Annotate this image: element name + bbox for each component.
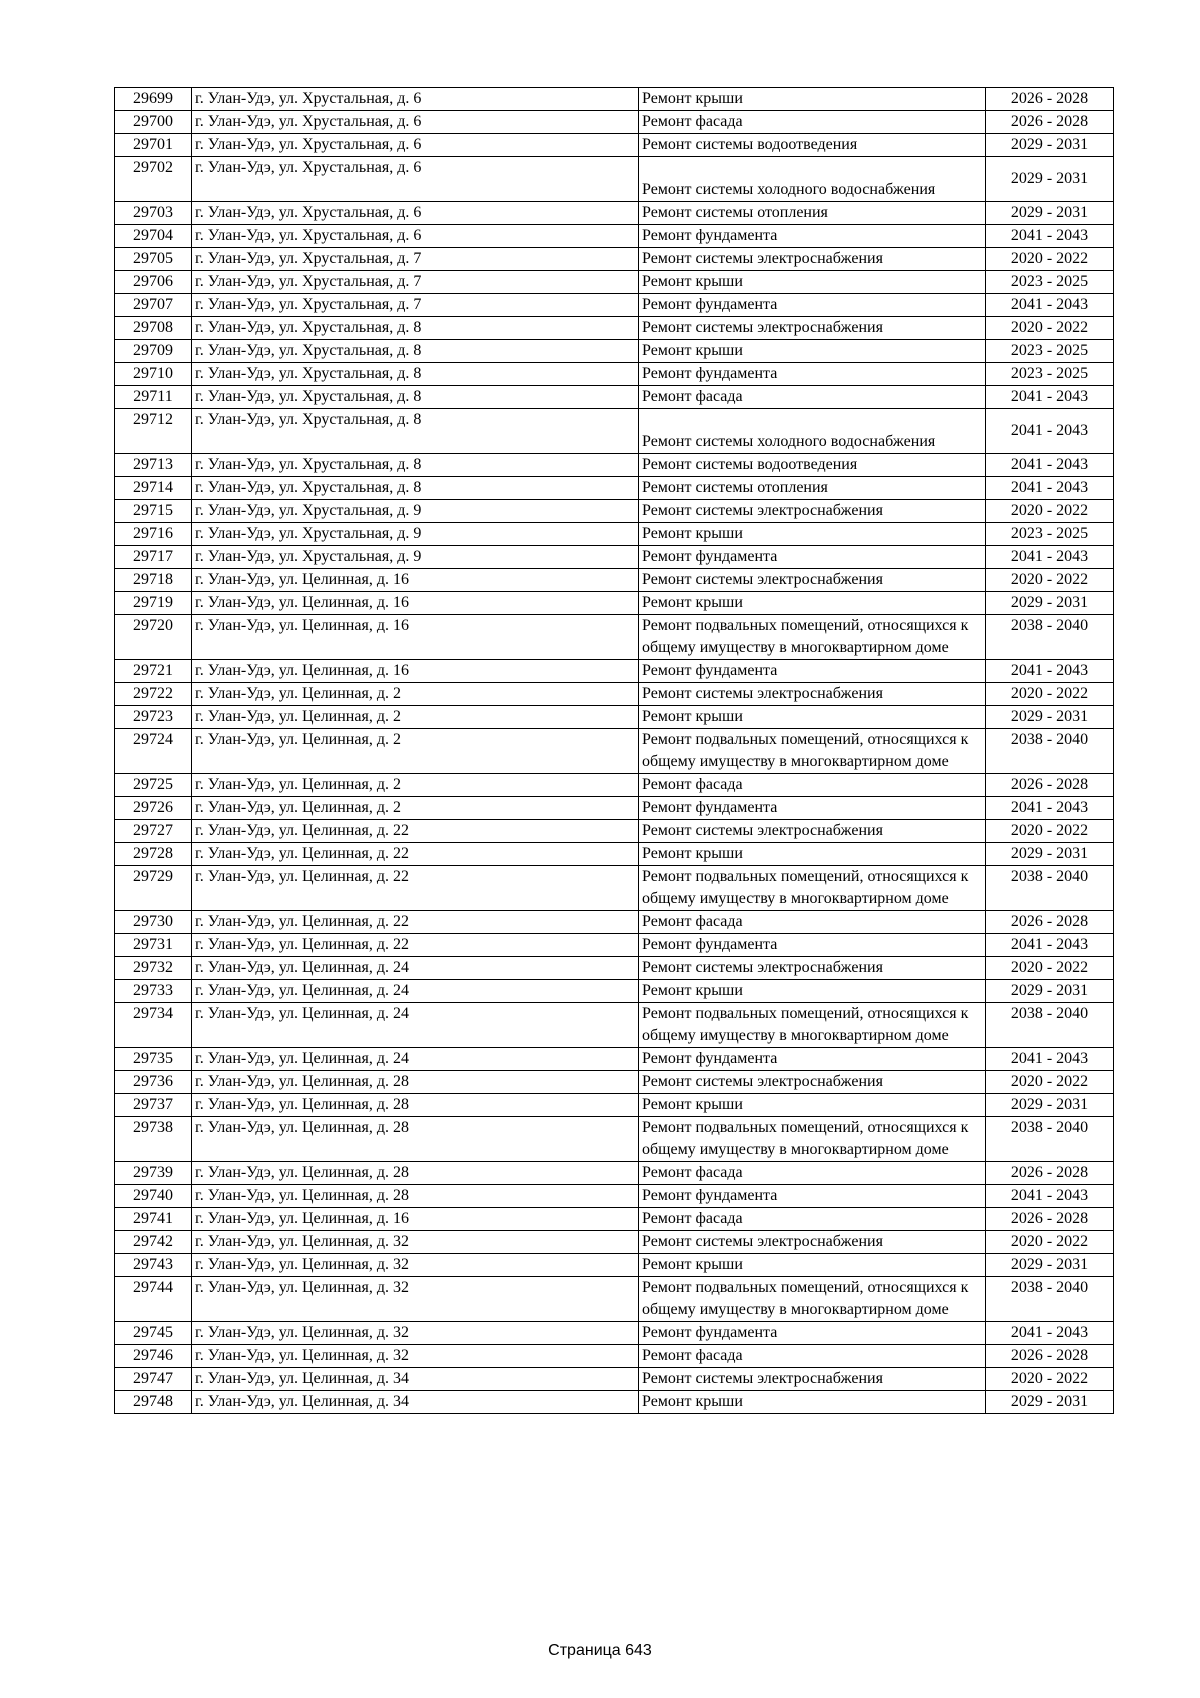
period-cell: 2041 - 2043 xyxy=(986,1185,1114,1208)
period-cell: 2023 - 2025 xyxy=(986,271,1114,294)
row-number-cell: 29748 xyxy=(115,1391,192,1414)
address-cell: г. Улан-Удэ, ул. Целинная, д. 28 xyxy=(192,1071,639,1094)
period-cell: 2023 - 2025 xyxy=(986,523,1114,546)
row-number-cell: 29712 xyxy=(115,409,192,454)
table-row xyxy=(115,1254,1114,1277)
address-cell: г. Улан-Удэ, ул. Целинная, д. 34 xyxy=(192,1391,639,1414)
row-number-cell: 29699 xyxy=(115,88,192,111)
address-cell: г. Улан-Удэ, ул. Хрустальная, д. 8 xyxy=(192,386,639,409)
address-cell: г. Улан-Удэ, ул. Целинная, д. 22 xyxy=(192,820,639,843)
work-type-cell: Ремонт фундамента xyxy=(639,1322,986,1345)
row-number-cell: 29719 xyxy=(115,592,192,615)
work-type-cell: Ремонт фундамента xyxy=(639,934,986,957)
work-type-cell: Ремонт крыши xyxy=(639,980,986,1003)
table-row xyxy=(115,1094,1114,1117)
row-number-cell: 29732 xyxy=(115,957,192,980)
work-type-cell: Ремонт системы электроснабжения xyxy=(639,1368,986,1391)
work-type-cell: Ремонт крыши xyxy=(639,843,986,866)
period-cell: 2041 - 2043 xyxy=(986,546,1114,569)
row-number-cell: 29736 xyxy=(115,1071,192,1094)
work-type-cell: Ремонт системы отопления xyxy=(639,202,986,225)
row-number-cell: 29702 xyxy=(115,157,192,202)
table-row xyxy=(115,500,1114,523)
address-cell: г. Улан-Удэ, ул. Целинная, д. 16 xyxy=(192,592,639,615)
page-number: Страница 643 xyxy=(548,1642,652,1659)
period-cell: 2029 - 2031 xyxy=(986,592,1114,615)
row-number-cell: 29715 xyxy=(115,500,192,523)
table-row xyxy=(115,477,1114,500)
address-cell: г. Улан-Удэ, ул. Целинная, д. 22 xyxy=(192,934,639,957)
period-cell: 2041 - 2043 xyxy=(986,1322,1114,1345)
row-number-cell: 29707 xyxy=(115,294,192,317)
row-number-cell: 29716 xyxy=(115,523,192,546)
work-type-cell: Ремонт фундамента xyxy=(639,546,986,569)
address-cell: г. Улан-Удэ, ул. Хрустальная, д. 6 xyxy=(192,157,639,202)
row-number-cell: 29703 xyxy=(115,202,192,225)
address-cell: г. Улан-Удэ, ул. Целинная, д. 2 xyxy=(192,774,639,797)
work-type-cell: Ремонт крыши xyxy=(639,706,986,729)
period-cell: 2023 - 2025 xyxy=(986,363,1114,386)
row-number-cell: 29739 xyxy=(115,1162,192,1185)
period-cell: 2041 - 2043 xyxy=(986,454,1114,477)
row-number-cell: 29747 xyxy=(115,1368,192,1391)
work-type-cell: Ремонт фундамента xyxy=(639,797,986,820)
address-cell: г. Улан-Удэ, ул. Хрустальная, д. 8 xyxy=(192,363,639,386)
row-number-cell: 29730 xyxy=(115,911,192,934)
work-type-cell: Ремонт системы электроснабжения xyxy=(639,683,986,706)
address-cell: г. Улан-Удэ, ул. Целинная, д. 2 xyxy=(192,729,639,774)
address-cell: г. Улан-Удэ, ул. Целинная, д. 32 xyxy=(192,1231,639,1254)
work-type-cell: Ремонт фасада xyxy=(639,911,986,934)
row-number-cell: 29741 xyxy=(115,1208,192,1231)
period-cell: 2041 - 2043 xyxy=(986,660,1114,683)
period-cell: 2038 - 2040 xyxy=(986,866,1114,911)
address-cell: г. Улан-Удэ, ул. Целинная, д. 32 xyxy=(192,1277,639,1322)
work-type-cell: Ремонт крыши xyxy=(639,1094,986,1117)
work-type-cell: Ремонт подвальных помещений, относящихся к общему имуществу в многоквартирном доме xyxy=(639,1277,986,1322)
work-type-cell: Ремонт системы электроснабжения xyxy=(639,1071,986,1094)
work-type-cell: Ремонт подвальных помещений, относящихся к общему имуществу в многоквартирном доме xyxy=(639,1003,986,1048)
period-cell: 2026 - 2028 xyxy=(986,88,1114,111)
table-row xyxy=(115,1277,1114,1322)
table-row xyxy=(115,1322,1114,1345)
row-number-cell: 29700 xyxy=(115,111,192,134)
address-cell: г. Улан-Удэ, ул. Хрустальная, д. 8 xyxy=(192,409,639,454)
row-number-cell: 29740 xyxy=(115,1185,192,1208)
work-type-cell: Ремонт системы холодного водоснабжения xyxy=(639,157,986,202)
table-row xyxy=(115,294,1114,317)
table-row xyxy=(115,1368,1114,1391)
table-row xyxy=(115,1162,1114,1185)
work-type-cell: Ремонт фасада xyxy=(639,1345,986,1368)
table-row xyxy=(115,569,1114,592)
period-cell: 2026 - 2028 xyxy=(986,1345,1114,1368)
address-cell: г. Улан-Удэ, ул. Хрустальная, д. 6 xyxy=(192,134,639,157)
address-cell: г. Улан-Удэ, ул. Целинная, д. 28 xyxy=(192,1162,639,1185)
address-cell: г. Улан-Удэ, ул. Целинная, д. 32 xyxy=(192,1322,639,1345)
work-type-cell: Ремонт фундамента xyxy=(639,363,986,386)
table-row xyxy=(115,454,1114,477)
row-number-cell: 29718 xyxy=(115,569,192,592)
row-number-cell: 29726 xyxy=(115,797,192,820)
row-number-cell: 29728 xyxy=(115,843,192,866)
address-cell: г. Улан-Удэ, ул. Хрустальная, д. 6 xyxy=(192,111,639,134)
row-number-cell: 29714 xyxy=(115,477,192,500)
work-type-cell: Ремонт фундамента xyxy=(639,660,986,683)
works-table xyxy=(114,87,1114,1414)
period-cell: 2020 - 2022 xyxy=(986,1231,1114,1254)
work-type-cell: Ремонт крыши xyxy=(639,1254,986,1277)
address-cell: г. Улан-Удэ, ул. Хрустальная, д. 8 xyxy=(192,454,639,477)
work-type-cell: Ремонт системы отопления xyxy=(639,477,986,500)
work-type-cell: Ремонт фундамента xyxy=(639,294,986,317)
period-cell: 2041 - 2043 xyxy=(986,797,1114,820)
table-row xyxy=(115,843,1114,866)
address-cell: г. Улан-Удэ, ул. Целинная, д. 28 xyxy=(192,1185,639,1208)
table-row xyxy=(115,363,1114,386)
table-row xyxy=(115,774,1114,797)
row-number-cell: 29746 xyxy=(115,1345,192,1368)
table-row xyxy=(115,271,1114,294)
table-row xyxy=(115,957,1114,980)
period-cell: 2041 - 2043 xyxy=(986,386,1114,409)
table-row xyxy=(115,111,1114,134)
row-number-cell: 29722 xyxy=(115,683,192,706)
works-table-body xyxy=(115,88,1114,1414)
row-number-cell: 29705 xyxy=(115,248,192,271)
table-row xyxy=(115,248,1114,271)
row-number-cell: 29717 xyxy=(115,546,192,569)
work-type-cell: Ремонт фасада xyxy=(639,1162,986,1185)
row-number-cell: 29742 xyxy=(115,1231,192,1254)
period-cell: 2029 - 2031 xyxy=(986,706,1114,729)
work-type-cell: Ремонт системы электроснабжения xyxy=(639,569,986,592)
period-cell: 2029 - 2031 xyxy=(986,1094,1114,1117)
address-cell: г. Улан-Удэ, ул. Целинная, д. 2 xyxy=(192,683,639,706)
address-cell: г. Улан-Удэ, ул. Целинная, д. 24 xyxy=(192,1003,639,1048)
period-cell: 2038 - 2040 xyxy=(986,1003,1114,1048)
table-row xyxy=(115,1003,1114,1048)
work-type-cell: Ремонт системы электроснабжения xyxy=(639,820,986,843)
row-number-cell: 29745 xyxy=(115,1322,192,1345)
table-row xyxy=(115,546,1114,569)
address-cell: г. Улан-Удэ, ул. Целинная, д. 22 xyxy=(192,866,639,911)
work-type-cell: Ремонт подвальных помещений, относящихся к общему имуществу в многоквартирном доме xyxy=(639,729,986,774)
period-cell: 2041 - 2043 xyxy=(986,477,1114,500)
table-row xyxy=(115,1117,1114,1162)
table-row xyxy=(115,729,1114,774)
address-cell: г. Улан-Удэ, ул. Хрустальная, д. 7 xyxy=(192,248,639,271)
address-cell: г. Улан-Удэ, ул. Целинная, д. 34 xyxy=(192,1368,639,1391)
row-number-cell: 29724 xyxy=(115,729,192,774)
table-row xyxy=(115,1345,1114,1368)
period-cell: 2038 - 2040 xyxy=(986,729,1114,774)
row-number-cell: 29710 xyxy=(115,363,192,386)
table-row xyxy=(115,866,1114,911)
period-cell: 2020 - 2022 xyxy=(986,1071,1114,1094)
row-number-cell: 29744 xyxy=(115,1277,192,1322)
table-row xyxy=(115,706,1114,729)
address-cell: г. Улан-Удэ, ул. Целинная, д. 32 xyxy=(192,1254,639,1277)
works-table-container xyxy=(114,87,1114,1414)
work-type-cell: Ремонт фасада xyxy=(639,111,986,134)
period-cell: 2020 - 2022 xyxy=(986,500,1114,523)
row-number-cell: 29723 xyxy=(115,706,192,729)
work-type-cell: Ремонт подвальных помещений, относящихся к общему имуществу в многоквартирном доме xyxy=(639,1117,986,1162)
address-cell: г. Улан-Удэ, ул. Хрустальная, д. 7 xyxy=(192,271,639,294)
period-cell: 2041 - 2043 xyxy=(986,934,1114,957)
period-cell: 2026 - 2028 xyxy=(986,1208,1114,1231)
table-row xyxy=(115,157,1114,202)
work-type-cell: Ремонт системы электроснабжения xyxy=(639,957,986,980)
address-cell: г. Улан-Удэ, ул. Хрустальная, д. 9 xyxy=(192,546,639,569)
row-number-cell: 29733 xyxy=(115,980,192,1003)
period-cell: 2020 - 2022 xyxy=(986,957,1114,980)
row-number-cell: 29729 xyxy=(115,866,192,911)
table-row xyxy=(115,1208,1114,1231)
address-cell: г. Улан-Удэ, ул. Хрустальная, д. 8 xyxy=(192,317,639,340)
address-cell: г. Улан-Удэ, ул. Хрустальная, д. 8 xyxy=(192,340,639,363)
work-type-cell: Ремонт фундамента xyxy=(639,1185,986,1208)
row-number-cell: 29706 xyxy=(115,271,192,294)
row-number-cell: 29727 xyxy=(115,820,192,843)
address-cell: г. Улан-Удэ, ул. Целинная, д. 22 xyxy=(192,843,639,866)
row-number-cell: 29731 xyxy=(115,934,192,957)
address-cell: г. Улан-Удэ, ул. Целинная, д. 28 xyxy=(192,1094,639,1117)
period-cell: 2020 - 2022 xyxy=(986,317,1114,340)
table-row xyxy=(115,409,1114,454)
address-cell: г. Улан-Удэ, ул. Целинная, д. 28 xyxy=(192,1117,639,1162)
period-cell: 2029 - 2031 xyxy=(986,843,1114,866)
address-cell: г. Улан-Удэ, ул. Целинная, д. 24 xyxy=(192,1048,639,1071)
period-cell: 2029 - 2031 xyxy=(986,134,1114,157)
address-cell: г. Улан-Удэ, ул. Хрустальная, д. 7 xyxy=(192,294,639,317)
address-cell: г. Улан-Удэ, ул. Целинная, д. 16 xyxy=(192,660,639,683)
work-type-cell: Ремонт крыши xyxy=(639,340,986,363)
row-number-cell: 29704 xyxy=(115,225,192,248)
row-number-cell: 29721 xyxy=(115,660,192,683)
table-row xyxy=(115,523,1114,546)
address-cell: г. Улан-Удэ, ул. Хрустальная, д. 8 xyxy=(192,477,639,500)
period-cell: 2029 - 2031 xyxy=(986,1391,1114,1414)
address-cell: г. Улан-Удэ, ул. Целинная, д. 24 xyxy=(192,980,639,1003)
table-row xyxy=(115,340,1114,363)
address-cell: г. Улан-Удэ, ул. Целинная, д. 32 xyxy=(192,1345,639,1368)
table-row xyxy=(115,134,1114,157)
work-type-cell: Ремонт крыши xyxy=(639,88,986,111)
period-cell: 2026 - 2028 xyxy=(986,774,1114,797)
work-type-cell: Ремонт системы водоотведения xyxy=(639,454,986,477)
address-cell: г. Улан-Удэ, ул. Целинная, д. 16 xyxy=(192,569,639,592)
address-cell: г. Улан-Удэ, ул. Хрустальная, д. 6 xyxy=(192,225,639,248)
period-cell: 2038 - 2040 xyxy=(986,1117,1114,1162)
row-number-cell: 29713 xyxy=(115,454,192,477)
work-type-cell: Ремонт системы холодного водоснабжения xyxy=(639,409,986,454)
table-row xyxy=(115,934,1114,957)
work-type-cell: Ремонт фасада xyxy=(639,774,986,797)
period-cell: 2020 - 2022 xyxy=(986,820,1114,843)
work-type-cell: Ремонт подвальных помещений, относящихся к общему имуществу в многоквартирном доме xyxy=(639,615,986,660)
table-row xyxy=(115,683,1114,706)
period-cell: 2020 - 2022 xyxy=(986,248,1114,271)
row-number-cell: 29708 xyxy=(115,317,192,340)
table-row xyxy=(115,1071,1114,1094)
period-cell: 2026 - 2028 xyxy=(986,111,1114,134)
table-row xyxy=(115,1231,1114,1254)
address-cell: г. Улан-Удэ, ул. Хрустальная, д. 6 xyxy=(192,88,639,111)
work-type-cell: Ремонт фасада xyxy=(639,1208,986,1231)
address-cell: г. Улан-Удэ, ул. Целинная, д. 2 xyxy=(192,797,639,820)
address-cell: г. Улан-Удэ, ул. Целинная, д. 2 xyxy=(192,706,639,729)
table-row xyxy=(115,317,1114,340)
address-cell: г. Улан-Удэ, ул. Целинная, д. 16 xyxy=(192,1208,639,1231)
table-row xyxy=(115,660,1114,683)
row-number-cell: 29720 xyxy=(115,615,192,660)
row-number-cell: 29734 xyxy=(115,1003,192,1048)
table-row xyxy=(115,202,1114,225)
table-row xyxy=(115,1048,1114,1071)
table-row xyxy=(115,592,1114,615)
work-type-cell: Ремонт крыши xyxy=(639,523,986,546)
work-type-cell: Ремонт подвальных помещений, относящихся к общему имуществу в многоквартирном доме xyxy=(639,866,986,911)
address-cell: г. Улан-Удэ, ул. Хрустальная, д. 9 xyxy=(192,500,639,523)
address-cell: г. Улан-Удэ, ул. Целинная, д. 22 xyxy=(192,911,639,934)
work-type-cell: Ремонт фундамента xyxy=(639,1048,986,1071)
row-number-cell: 29709 xyxy=(115,340,192,363)
period-cell: 2020 - 2022 xyxy=(986,569,1114,592)
period-cell: 2026 - 2028 xyxy=(986,911,1114,934)
row-number-cell: 29725 xyxy=(115,774,192,797)
period-cell: 2029 - 2031 xyxy=(986,980,1114,1003)
row-number-cell: 29711 xyxy=(115,386,192,409)
work-type-cell: Ремонт крыши xyxy=(639,592,986,615)
work-type-cell: Ремонт крыши xyxy=(639,1391,986,1414)
period-cell: 2041 - 2043 xyxy=(986,294,1114,317)
period-cell: 2023 - 2025 xyxy=(986,340,1114,363)
work-type-cell: Ремонт системы электроснабжения xyxy=(639,248,986,271)
period-cell: 2029 - 2031 xyxy=(986,157,1114,202)
table-row xyxy=(115,615,1114,660)
work-type-cell: Ремонт системы электроснабжения xyxy=(639,1231,986,1254)
table-row xyxy=(115,980,1114,1003)
work-type-cell: Ремонт системы электроснабжения xyxy=(639,500,986,523)
work-type-cell: Ремонт фасада xyxy=(639,386,986,409)
work-type-cell: Ремонт системы электроснабжения xyxy=(639,317,986,340)
address-cell: г. Улан-Удэ, ул. Хрустальная, д. 6 xyxy=(192,202,639,225)
work-type-cell: Ремонт фундамента xyxy=(639,225,986,248)
period-cell: 2041 - 2043 xyxy=(986,1048,1114,1071)
work-type-cell: Ремонт системы водоотведения xyxy=(639,134,986,157)
period-cell: 2041 - 2043 xyxy=(986,225,1114,248)
table-row xyxy=(115,1391,1114,1414)
table-row xyxy=(115,911,1114,934)
period-cell: 2029 - 2031 xyxy=(986,202,1114,225)
period-cell: 2038 - 2040 xyxy=(986,1277,1114,1322)
row-number-cell: 29737 xyxy=(115,1094,192,1117)
table-row xyxy=(115,797,1114,820)
row-number-cell: 29701 xyxy=(115,134,192,157)
work-type-cell: Ремонт крыши xyxy=(639,271,986,294)
period-cell: 2038 - 2040 xyxy=(986,615,1114,660)
period-cell: 2029 - 2031 xyxy=(986,1254,1114,1277)
address-cell: г. Улан-Удэ, ул. Целинная, д. 16 xyxy=(192,615,639,660)
period-cell: 2020 - 2022 xyxy=(986,1368,1114,1391)
period-cell: 2026 - 2028 xyxy=(986,1162,1114,1185)
table-row xyxy=(115,1185,1114,1208)
period-cell: 2020 - 2022 xyxy=(986,683,1114,706)
table-row xyxy=(115,225,1114,248)
table-row xyxy=(115,88,1114,111)
period-cell: 2041 - 2043 xyxy=(986,409,1114,454)
table-row xyxy=(115,386,1114,409)
row-number-cell: 29743 xyxy=(115,1254,192,1277)
address-cell: г. Улан-Удэ, ул. Целинная, д. 24 xyxy=(192,957,639,980)
row-number-cell: 29738 xyxy=(115,1117,192,1162)
address-cell: г. Улан-Удэ, ул. Хрустальная, д. 9 xyxy=(192,523,639,546)
table-row xyxy=(115,820,1114,843)
row-number-cell: 29735 xyxy=(115,1048,192,1071)
